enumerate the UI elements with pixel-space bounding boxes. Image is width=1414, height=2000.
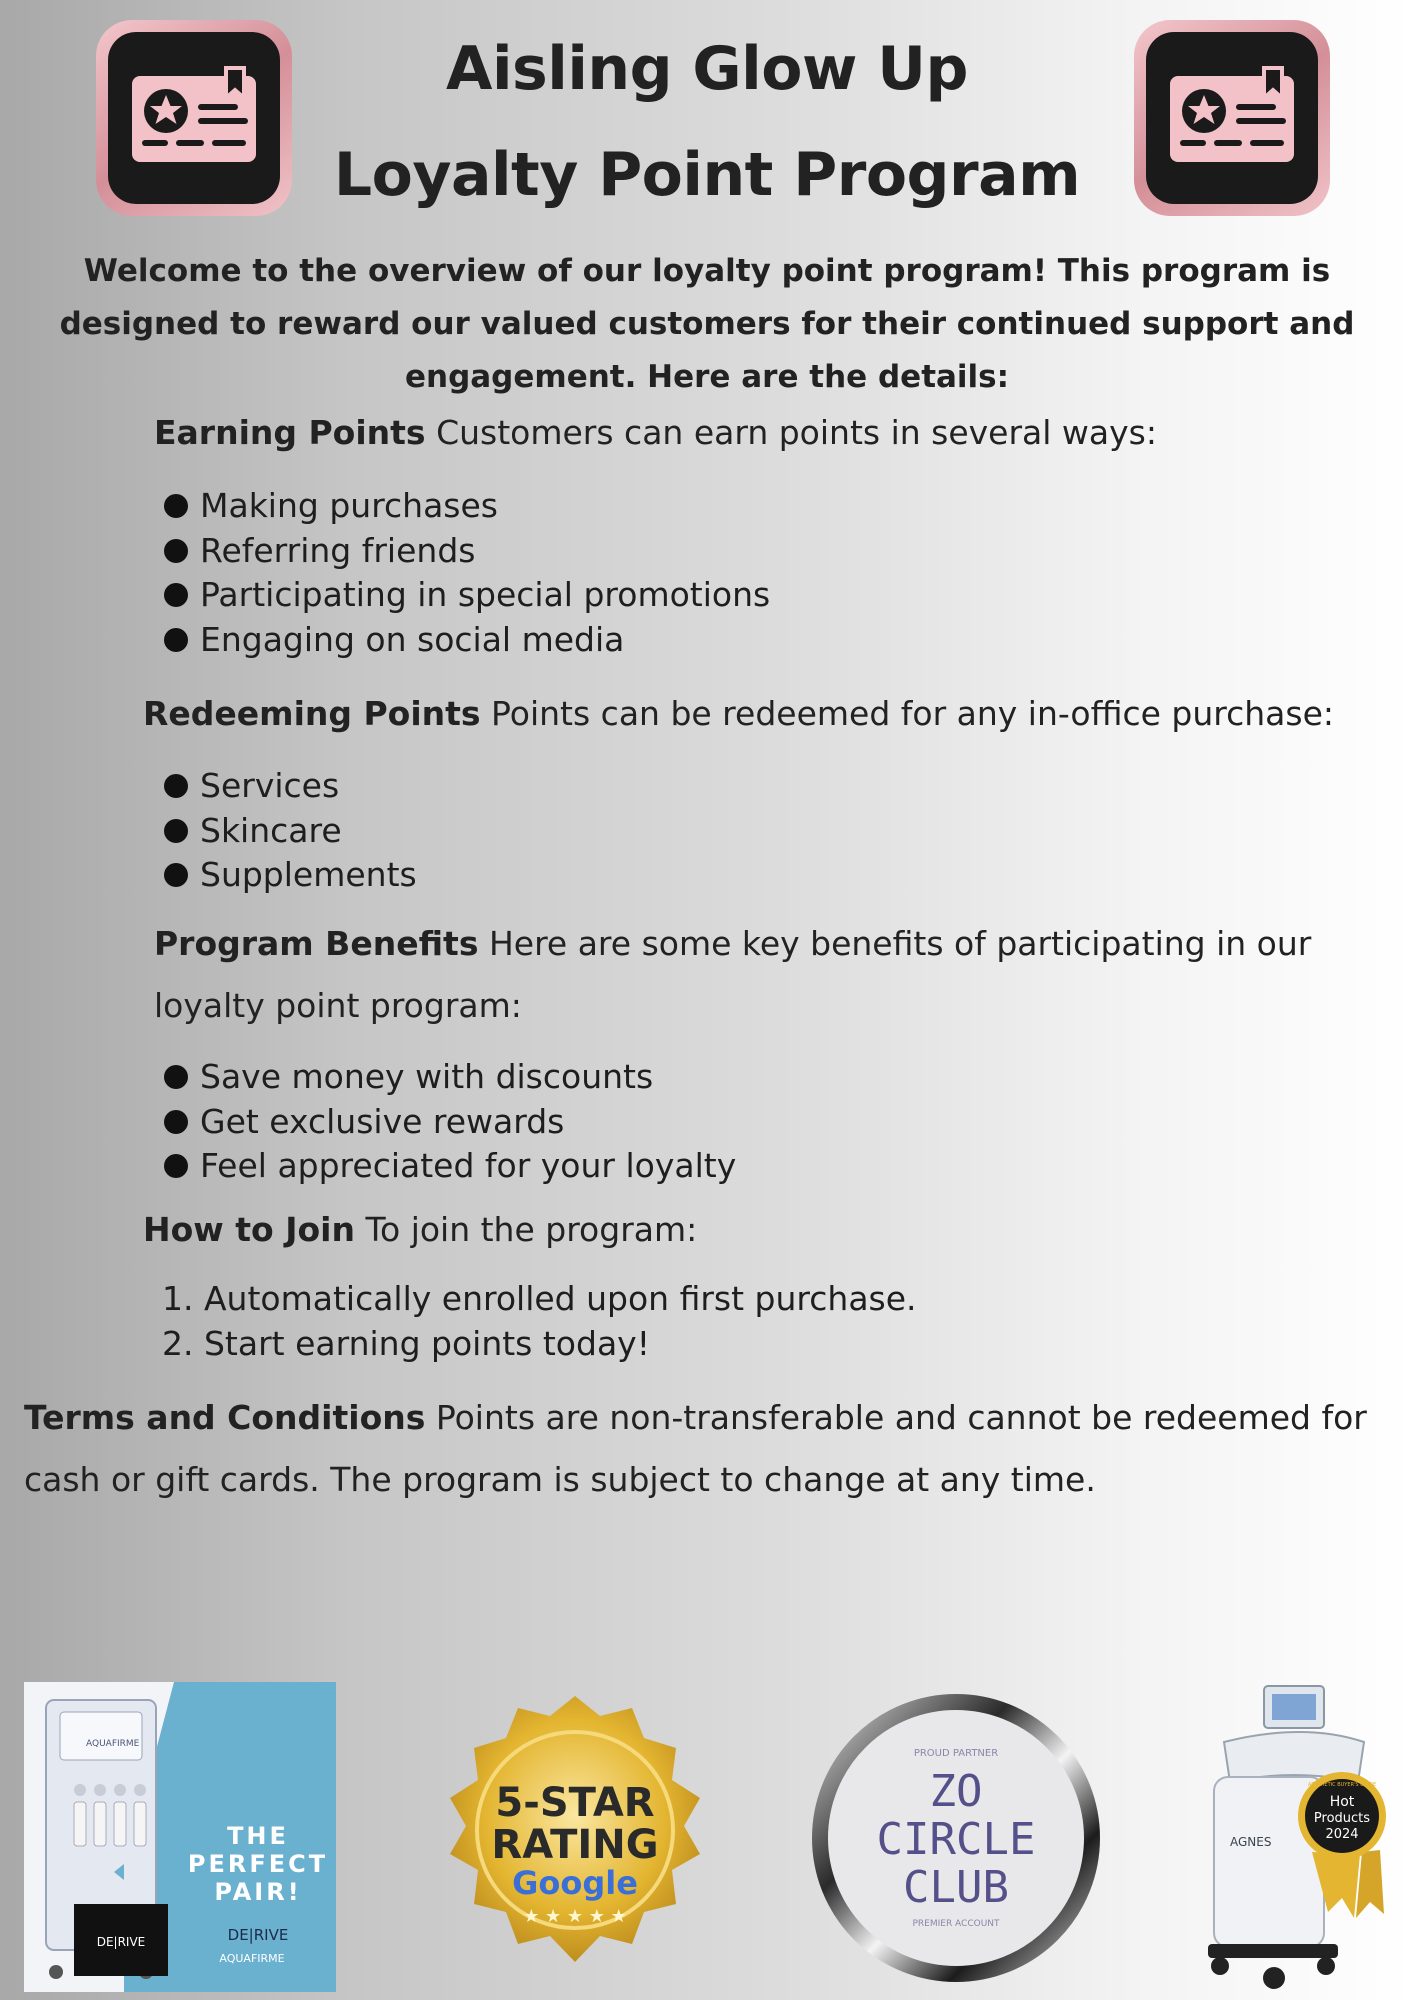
google-logo: Google: [512, 1864, 638, 1902]
bullet-icon: [164, 583, 188, 607]
list-item: Get exclusive rewards: [164, 1100, 736, 1145]
bullet-icon: [164, 1154, 188, 1178]
zo-bottom-text: PREMIER ACCOUNT: [912, 1919, 1000, 1929]
redeeming-section: [143, 683, 1403, 745]
aquafirme-graphic: [24, 1682, 336, 1992]
join-text: To join the program:: [354, 1210, 698, 1249]
aquafirme-logo: AQUAFIRME: [219, 1952, 285, 1965]
award-line2: Products: [1313, 1811, 1371, 1826]
benefits-text: Here are some key benefits of participating in our loyalty point program:: [154, 924, 1312, 1025]
membership-card-icon: [1134, 20, 1330, 216]
award-line3: 2024: [1325, 1827, 1359, 1842]
intro-text: Welcome to the overview of our loyalty point program! This program is designed to reward our valued customers for their continued support and engagement. Here are the details:: [59, 253, 1355, 395]
bullet-icon: [164, 628, 188, 652]
join-steps: [162, 1276, 917, 1366]
page-subtitle: Loyalty Point Program: [333, 140, 1081, 210]
benefits-list: [164, 1055, 736, 1189]
agnes-device-graphic: [1194, 1682, 1394, 1992]
agnes-brand: AGNES: [1230, 1835, 1272, 1849]
list-item: Engaging on social media: [164, 618, 770, 663]
rating-line2: RATING: [491, 1822, 659, 1868]
list-item: Supplements: [164, 853, 417, 898]
list-item: Skincare: [164, 809, 417, 854]
membership-card-icon: [96, 20, 292, 216]
list-item: Save money with discounts: [164, 1055, 736, 1100]
derive-box-label: DE|RIVE: [96, 1935, 146, 1949]
list-item: Referring friends: [164, 529, 770, 574]
earning-heading: Earning Points: [154, 413, 426, 452]
terms-section: [24, 1387, 1394, 1511]
earning-list: [164, 484, 770, 662]
tagline-line3: PAIR!: [214, 1878, 302, 1906]
bullet-icon: [164, 494, 188, 518]
redeeming-text: Points can be redeemed for any in-office purchase:: [480, 694, 1335, 733]
bullet-icon: [164, 819, 188, 843]
zo-circle-club-badge: [808, 1690, 1104, 1986]
bullet-icon: [164, 863, 188, 887]
join-heading: How to Join: [143, 1210, 355, 1249]
aquafirme-ad-image: [24, 1682, 336, 1992]
derive-logo: DE|RIVE: [227, 1926, 289, 1944]
list-item: Feel appreciated for your loyalty: [164, 1144, 736, 1189]
zo-top-text: PROUD PARTNER: [913, 1748, 999, 1759]
bullet-icon: [164, 774, 188, 798]
award-arc-text: AESTHETIC BUYER'S GUIDE: [1307, 1782, 1377, 1788]
google-badge-graphic: [430, 1690, 720, 1980]
earning-text: Customers can earn points in several ways:: [425, 413, 1157, 452]
list-item: 1. Automatically enrolled upon first purchase.: [162, 1279, 917, 1318]
google-5-star-badge: [430, 1690, 720, 1980]
card-graphic: [130, 66, 258, 170]
terms-text: Points are non-transferable and cannot be redeemed for cash or gift cards. The program is subject to change at any time.: [24, 1398, 1367, 1499]
benefits-section: [154, 913, 1314, 1037]
list-item: Participating in special promotions: [164, 573, 770, 618]
bullet-icon: [164, 1110, 188, 1134]
bullet-icon: [164, 539, 188, 563]
zo-badge-graphic: [808, 1690, 1104, 1986]
benefits-heading: Program Benefits: [154, 924, 479, 963]
page-title: Aisling Glow Up: [446, 34, 968, 104]
zo-line1: ZO: [929, 1766, 983, 1817]
terms-heading: Terms and Conditions: [24, 1398, 426, 1437]
card-graphic: [1168, 66, 1296, 170]
zo-line3: CLUB: [903, 1862, 1009, 1913]
agnes-device-image: [1194, 1682, 1394, 1992]
rating-line1: 5-STAR: [495, 1780, 655, 1826]
zo-line2: CIRCLE: [876, 1814, 1036, 1865]
redeeming-heading: Redeeming Points: [143, 694, 481, 733]
tagline-line1: THE: [227, 1822, 289, 1850]
aquafirme-device-brand: AQUAFIRME: [86, 1739, 140, 1749]
bullet-icon: [164, 1065, 188, 1089]
list-item: Making purchases: [164, 484, 770, 529]
join-section: [143, 1199, 1343, 1261]
list-item: Services: [164, 764, 417, 809]
redeeming-list: [164, 764, 417, 898]
list-item: 2. Start earning points today!: [162, 1324, 650, 1363]
star-row-icon: ★ ★ ★ ★ ★: [523, 1906, 627, 1927]
award-line1: Hot: [1329, 1794, 1355, 1810]
tagline-line2: PERFECT: [187, 1850, 329, 1878]
earning-section: [154, 402, 1354, 464]
